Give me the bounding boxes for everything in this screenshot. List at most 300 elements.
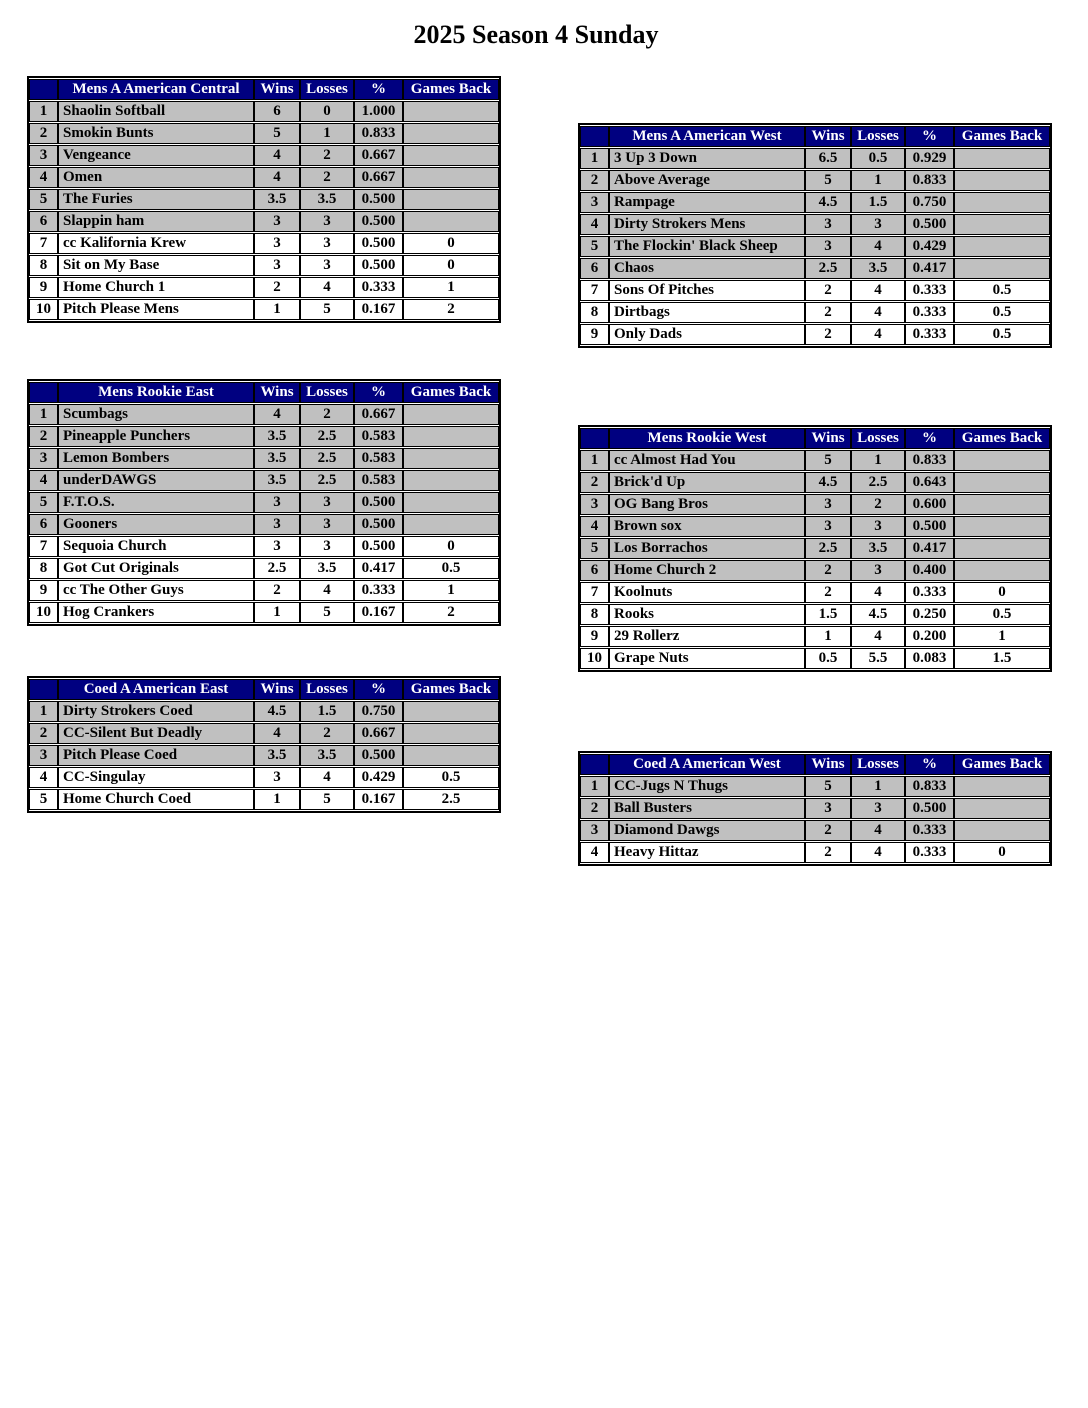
- losses-cell: 3.5: [300, 745, 354, 766]
- pct-cell: 0.833: [354, 123, 403, 144]
- wins-header: Wins: [254, 382, 300, 403]
- table-row: [29, 492, 499, 513]
- games-back-cell: [954, 170, 1050, 191]
- pct-cell: 0.583: [354, 448, 403, 469]
- games-back-cell: [954, 192, 1050, 213]
- games-back-cell: [403, 145, 499, 166]
- table-row: [29, 701, 499, 722]
- wins-cell: 1: [254, 602, 300, 623]
- losses-cell: 3: [300, 536, 354, 557]
- games-back-header: Games Back: [403, 79, 499, 100]
- rank-cell: 6: [580, 560, 609, 581]
- losses-cell: 1: [851, 170, 905, 191]
- wins-cell: 6: [254, 101, 300, 122]
- pct-cell: 0.417: [905, 538, 954, 559]
- table-row: [29, 277, 499, 298]
- games-back-cell: 0: [403, 233, 499, 254]
- team-cell: Home Church 2: [609, 560, 805, 581]
- losses-cell: 2.5: [300, 470, 354, 491]
- header-row: [29, 679, 499, 700]
- team-cell: Sit on My Base: [58, 255, 254, 276]
- pct-cell: 0.333: [354, 580, 403, 601]
- wins-cell: 3.5: [254, 470, 300, 491]
- table-row: [580, 258, 1050, 279]
- wins-header: Wins: [805, 428, 851, 449]
- losses-cell: 2.5: [300, 426, 354, 447]
- team-cell: Hog Crankers: [58, 602, 254, 623]
- table-row: [580, 538, 1050, 559]
- team-cell: Diamond Dawgs: [609, 820, 805, 841]
- table-row: [580, 776, 1050, 797]
- wins-cell: 3: [254, 536, 300, 557]
- games-back-cell: [954, 516, 1050, 537]
- pct-cell: 0.500: [354, 492, 403, 513]
- wins-header: Wins: [805, 754, 851, 775]
- team-cell: Scumbags: [58, 404, 254, 425]
- rank-cell: 1: [580, 450, 609, 471]
- pct-cell: 0.500: [354, 514, 403, 535]
- wins-cell: 2.5: [805, 538, 851, 559]
- losses-cell: 0.5: [851, 148, 905, 169]
- rank-header-cell: [580, 428, 609, 449]
- wins-cell: 1.5: [805, 604, 851, 625]
- pct-cell: 0.500: [905, 214, 954, 235]
- pct-header: %: [905, 754, 954, 775]
- pct-cell: 0.833: [905, 170, 954, 191]
- losses-cell: 4: [851, 236, 905, 257]
- losses-cell: 5: [300, 789, 354, 810]
- team-cell: cc Almost Had You: [609, 450, 805, 471]
- team-cell: Ball Busters: [609, 798, 805, 819]
- wins-cell: 3: [254, 492, 300, 513]
- team-cell: Smokin Bunts: [58, 123, 254, 144]
- pct-cell: 0.333: [905, 582, 954, 603]
- team-cell: underDAWGS: [58, 470, 254, 491]
- games-back-cell: 2: [403, 299, 499, 320]
- wins-cell: 2: [805, 842, 851, 863]
- rank-cell: 4: [29, 470, 58, 491]
- pct-cell: 0.500: [905, 516, 954, 537]
- games-back-cell: [954, 820, 1050, 841]
- wins-cell: 4: [254, 145, 300, 166]
- rank-cell: 1: [29, 101, 58, 122]
- table-row: [29, 167, 499, 188]
- pct-cell: 0.643: [905, 472, 954, 493]
- games-back-cell: [403, 404, 499, 425]
- team-cell: Lemon Bombers: [58, 448, 254, 469]
- rank-cell: 5: [580, 236, 609, 257]
- games-back-header: Games Back: [954, 428, 1050, 449]
- wins-cell: 2: [805, 280, 851, 301]
- table-row: [29, 255, 499, 276]
- team-cell: Pitch Please Coed: [58, 745, 254, 766]
- standings-table-mens-a-american-central: [27, 76, 501, 323]
- table-row: [29, 101, 499, 122]
- losses-cell: 4.5: [851, 604, 905, 625]
- games-back-cell: 1.5: [954, 648, 1050, 669]
- wins-header: Wins: [254, 79, 300, 100]
- team-cell: Above Average: [609, 170, 805, 191]
- table-row: [580, 450, 1050, 471]
- division-name-header: Mens A American West: [609, 126, 805, 147]
- rank-header-cell: [580, 754, 609, 775]
- standings-table-mens-a-american-west: [578, 123, 1052, 348]
- wins-cell: 2.5: [254, 558, 300, 579]
- games-back-cell: [403, 189, 499, 210]
- games-back-header: Games Back: [954, 126, 1050, 147]
- losses-cell: 3: [300, 492, 354, 513]
- table-row: [580, 472, 1050, 493]
- table-row: [29, 211, 499, 232]
- team-cell: Brown sox: [609, 516, 805, 537]
- losses-cell: 3.5: [851, 258, 905, 279]
- table-row: [29, 145, 499, 166]
- losses-cell: 4: [851, 280, 905, 301]
- table-row: [580, 560, 1050, 581]
- team-cell: Only Dads: [609, 324, 805, 345]
- games-back-cell: [954, 798, 1050, 819]
- games-back-cell: 2.5: [403, 789, 499, 810]
- team-cell: Dirty Strokers Coed: [58, 701, 254, 722]
- rank-cell: 2: [29, 426, 58, 447]
- losses-cell: 2: [851, 494, 905, 515]
- losses-cell: 5: [300, 299, 354, 320]
- wins-cell: 4.5: [805, 192, 851, 213]
- page-title: 2025 Season 4 Sunday: [413, 20, 659, 49]
- pct-cell: 0.200: [905, 626, 954, 647]
- pct-cell: 0.167: [354, 602, 403, 623]
- losses-cell: 2: [300, 145, 354, 166]
- rank-cell: 4: [29, 767, 58, 788]
- division-name-header: Coed A American West: [609, 754, 805, 775]
- standings-table-mens-rookie-west: [578, 425, 1052, 672]
- table-row: [580, 280, 1050, 301]
- wins-cell: 2: [805, 324, 851, 345]
- losses-cell: 3: [300, 514, 354, 535]
- rank-cell: 4: [580, 516, 609, 537]
- rank-cell: 4: [29, 167, 58, 188]
- header-row: [580, 126, 1050, 147]
- wins-cell: 1: [254, 299, 300, 320]
- team-cell: Dirty Strokers Mens: [609, 214, 805, 235]
- losses-header: Losses: [851, 754, 905, 775]
- rank-cell: 3: [29, 145, 58, 166]
- wins-header: Wins: [254, 679, 300, 700]
- team-cell: Koolnuts: [609, 582, 805, 603]
- team-cell: CC-Singulay: [58, 767, 254, 788]
- losses-cell: 3.5: [300, 558, 354, 579]
- losses-cell: 0: [300, 101, 354, 122]
- pct-cell: 0.500: [354, 745, 403, 766]
- games-back-cell: [403, 723, 499, 744]
- losses-header: Losses: [300, 382, 354, 403]
- rank-cell: 7: [580, 280, 609, 301]
- pct-cell: 0.083: [905, 648, 954, 669]
- pct-cell: 0.833: [905, 776, 954, 797]
- pct-cell: 0.667: [354, 167, 403, 188]
- pct-cell: 0.667: [354, 145, 403, 166]
- pct-header: %: [354, 679, 403, 700]
- games-back-cell: [954, 472, 1050, 493]
- pct-cell: 0.417: [905, 258, 954, 279]
- table-row: [580, 626, 1050, 647]
- wins-cell: 3: [254, 514, 300, 535]
- losses-header: Losses: [851, 428, 905, 449]
- table-row: [29, 514, 499, 535]
- games-back-cell: [403, 745, 499, 766]
- pct-cell: 0.333: [905, 280, 954, 301]
- team-cell: cc Kalifornia Krew: [58, 233, 254, 254]
- team-cell: Home Church Coed: [58, 789, 254, 810]
- rank-cell: 7: [29, 233, 58, 254]
- team-cell: Got Cut Originals: [58, 558, 254, 579]
- rank-cell: 3: [29, 448, 58, 469]
- pct-cell: 0.929: [905, 148, 954, 169]
- team-cell: Vengeance: [58, 145, 254, 166]
- pct-cell: 0.167: [354, 789, 403, 810]
- rank-cell: 7: [580, 582, 609, 603]
- games-back-header: Games Back: [403, 382, 499, 403]
- losses-cell: 1.5: [851, 192, 905, 213]
- rank-cell: 3: [580, 192, 609, 213]
- rank-header-cell: [29, 679, 58, 700]
- pct-cell: 0.500: [354, 536, 403, 557]
- pct-cell: 0.667: [354, 404, 403, 425]
- pct-cell: 0.750: [905, 192, 954, 213]
- table-row: [29, 189, 499, 210]
- losses-cell: 2: [300, 404, 354, 425]
- games-back-cell: [954, 450, 1050, 471]
- pct-cell: 0.500: [354, 255, 403, 276]
- games-back-cell: [954, 776, 1050, 797]
- division-name-header: Mens Rookie West: [609, 428, 805, 449]
- wins-cell: 0.5: [805, 648, 851, 669]
- header-row: [29, 79, 499, 100]
- rank-cell: 5: [580, 538, 609, 559]
- table-row: [29, 723, 499, 744]
- games-back-cell: 0: [954, 582, 1050, 603]
- header-row: [580, 428, 1050, 449]
- standings-table-coed-a-american-west: [578, 751, 1052, 866]
- rank-cell: 8: [29, 255, 58, 276]
- rank-cell: 2: [29, 123, 58, 144]
- games-back-cell: 0.5: [954, 280, 1050, 301]
- losses-cell: 3.5: [300, 189, 354, 210]
- rank-cell: 5: [29, 789, 58, 810]
- table-row: [580, 582, 1050, 603]
- pct-cell: 0.333: [905, 302, 954, 323]
- wins-cell: 3.5: [254, 448, 300, 469]
- pct-cell: 0.583: [354, 426, 403, 447]
- team-cell: CC-Jugs N Thugs: [609, 776, 805, 797]
- games-back-cell: [403, 211, 499, 232]
- losses-cell: 2: [300, 723, 354, 744]
- team-cell: Home Church 1: [58, 277, 254, 298]
- rank-cell: 1: [29, 701, 58, 722]
- wins-cell: 3: [254, 233, 300, 254]
- wins-cell: 2: [805, 560, 851, 581]
- table-row: [580, 820, 1050, 841]
- header-row: [29, 382, 499, 403]
- rank-cell: 10: [29, 602, 58, 623]
- losses-cell: 3: [851, 798, 905, 819]
- rank-cell: 9: [580, 324, 609, 345]
- games-back-cell: [403, 514, 499, 535]
- wins-cell: 4: [254, 404, 300, 425]
- pct-header: %: [905, 126, 954, 147]
- team-cell: The Furies: [58, 189, 254, 210]
- losses-cell: 1: [851, 450, 905, 471]
- table-row: [29, 233, 499, 254]
- table-row: [580, 170, 1050, 191]
- rank-cell: 9: [29, 277, 58, 298]
- losses-cell: 3: [300, 211, 354, 232]
- table-row: [29, 299, 499, 320]
- losses-cell: 3: [851, 214, 905, 235]
- pct-cell: 0.333: [354, 277, 403, 298]
- wins-cell: 2.5: [805, 258, 851, 279]
- team-cell: Slappin ham: [58, 211, 254, 232]
- wins-cell: 4.5: [254, 701, 300, 722]
- team-cell: Heavy Hittaz: [609, 842, 805, 863]
- wins-cell: 2: [805, 302, 851, 323]
- wins-cell: 6.5: [805, 148, 851, 169]
- table-row: [29, 558, 499, 579]
- games-back-cell: 2: [403, 602, 499, 623]
- rank-cell: 6: [29, 211, 58, 232]
- games-back-cell: 0.5: [403, 558, 499, 579]
- table-row: [580, 236, 1050, 257]
- pct-header: %: [354, 382, 403, 403]
- rank-cell: 6: [580, 258, 609, 279]
- wins-cell: 3: [254, 255, 300, 276]
- games-back-header: Games Back: [954, 754, 1050, 775]
- table-row: [29, 580, 499, 601]
- team-cell: Pitch Please Mens: [58, 299, 254, 320]
- rank-cell: 4: [580, 214, 609, 235]
- rank-cell: 9: [580, 626, 609, 647]
- pct-cell: 0.429: [905, 236, 954, 257]
- table-row: [580, 648, 1050, 669]
- rank-header-cell: [29, 79, 58, 100]
- games-back-cell: 1: [403, 580, 499, 601]
- rank-cell: 7: [29, 536, 58, 557]
- pct-cell: 0.500: [354, 211, 403, 232]
- table-row: [580, 798, 1050, 819]
- wins-cell: 2: [805, 582, 851, 603]
- losses-cell: 5: [300, 602, 354, 623]
- pct-cell: 0.833: [905, 450, 954, 471]
- losses-cell: 4: [300, 580, 354, 601]
- losses-cell: 4: [851, 302, 905, 323]
- rank-cell: 2: [580, 170, 609, 191]
- wins-cell: 3: [254, 211, 300, 232]
- pct-cell: 0.500: [354, 189, 403, 210]
- team-cell: Pineapple Punchers: [58, 426, 254, 447]
- wins-cell: 4: [254, 723, 300, 744]
- rank-cell: 3: [580, 820, 609, 841]
- games-back-cell: 0.5: [954, 324, 1050, 345]
- table-row: [580, 842, 1050, 863]
- wins-cell: 4.5: [805, 472, 851, 493]
- games-back-cell: [403, 167, 499, 188]
- team-cell: Los Borrachos: [609, 538, 805, 559]
- team-cell: Gooners: [58, 514, 254, 535]
- table-row: [29, 470, 499, 491]
- table-row: [580, 324, 1050, 345]
- games-back-cell: 0: [403, 255, 499, 276]
- wins-cell: 1: [254, 789, 300, 810]
- losses-cell: 1: [851, 776, 905, 797]
- table-row: [580, 302, 1050, 323]
- team-cell: The Flockin' Black Sheep: [609, 236, 805, 257]
- rank-cell: 2: [29, 723, 58, 744]
- rank-cell: 10: [580, 648, 609, 669]
- table-row: [29, 123, 499, 144]
- losses-cell: 1.5: [300, 701, 354, 722]
- wins-cell: 3: [805, 516, 851, 537]
- table-row: [29, 404, 499, 425]
- pct-cell: 0.167: [354, 299, 403, 320]
- wins-cell: 3: [805, 798, 851, 819]
- pct-cell: 0.250: [905, 604, 954, 625]
- games-back-cell: [954, 214, 1050, 235]
- losses-cell: 1: [300, 123, 354, 144]
- rank-header-cell: [29, 382, 58, 403]
- pct-cell: 1.000: [354, 101, 403, 122]
- team-cell: Grape Nuts: [609, 648, 805, 669]
- team-cell: 3 Up 3 Down: [609, 148, 805, 169]
- rank-cell: 8: [29, 558, 58, 579]
- losses-cell: 3: [300, 233, 354, 254]
- wins-cell: 5: [254, 123, 300, 144]
- pct-cell: 0.417: [354, 558, 403, 579]
- wins-cell: 3: [805, 494, 851, 515]
- team-cell: 29 Rollerz: [609, 626, 805, 647]
- rank-cell: 5: [29, 189, 58, 210]
- wins-cell: 1: [805, 626, 851, 647]
- losses-header: Losses: [300, 679, 354, 700]
- table-row: [580, 192, 1050, 213]
- division-name-header: Coed A American East: [58, 679, 254, 700]
- wins-cell: 2: [805, 820, 851, 841]
- games-back-cell: [403, 448, 499, 469]
- rank-cell: 1: [580, 776, 609, 797]
- team-cell: Rampage: [609, 192, 805, 213]
- table-row: [29, 426, 499, 447]
- team-cell: Brick'd Up: [609, 472, 805, 493]
- pct-cell: 0.429: [354, 767, 403, 788]
- losses-cell: 3: [300, 255, 354, 276]
- team-cell: CC-Silent But Deadly: [58, 723, 254, 744]
- games-back-cell: [954, 538, 1050, 559]
- games-back-cell: 0: [403, 536, 499, 557]
- games-back-cell: [403, 470, 499, 491]
- games-back-cell: [403, 123, 499, 144]
- wins-cell: 2: [254, 277, 300, 298]
- pct-cell: 0.333: [905, 842, 954, 863]
- table-row: [29, 536, 499, 557]
- wins-cell: 5: [805, 170, 851, 191]
- table-row: [29, 789, 499, 810]
- games-back-cell: 0: [954, 842, 1050, 863]
- rank-cell: 2: [580, 472, 609, 493]
- table-row: [29, 745, 499, 766]
- rank-cell: 1: [29, 404, 58, 425]
- table-row: [580, 516, 1050, 537]
- games-back-cell: 0.5: [954, 604, 1050, 625]
- table-row: [29, 767, 499, 788]
